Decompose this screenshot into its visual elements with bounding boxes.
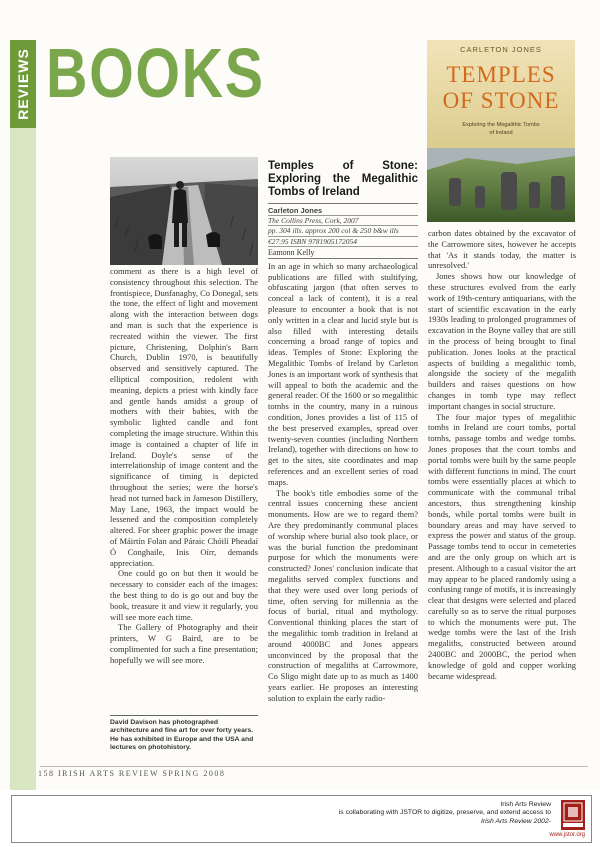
review-title: Temples of Stone: Exploring the Megalithic Tombs of Ireland	[268, 160, 418, 198]
book-pages: pp. 304 ills. approx 200 col & 250 b&w ills	[268, 226, 399, 236]
jstor-journal: Irish Arts Review	[500, 801, 551, 808]
paragraph: The Gallery of Photography and their printers, W G Baird, are to be complimented for such a fine presentation; hopefully we will see more.	[110, 622, 258, 665]
paragraph: The four major types of megalithic tombs in Ireland are court tombs, portal tombs, passage tombs and wedge tombs. Jones proposes that the court tombs and portal tombs were built by the same people with different functions in mind. The court tombs were essentially places at which to communicate with the communal tribal ancestors, thus strengthening kinship bonds, while portal tombs were built in boundary areas and may have served to express the power and status of the group. Passage tombs tend to occur in cemeteries and are the only group on which art is present. Although to a casual visitor the art may appear to be placed randomly using a confusing range of motifs, it is increasingly clear that designs were selected and placed carefully so as to serve the ritual purposes to which the monuments were put. The wedge tombs were the last of the Irish megaliths, constructed between around 2400BC and 2000BC, the period when knowledge of gold and copper working became widespread.	[428, 411, 577, 681]
jstor-range: Irish Arts Review 2002-	[480, 817, 551, 825]
book-publisher: The Collins Press, Cork, 2007	[268, 216, 359, 226]
book-details	[268, 203, 418, 247]
page-folio: 158 IRISH ARTS REVIEW SPRING 2008	[38, 769, 226, 778]
paragraph: Jones shows how our knowledge of these structures evolved from the early work of 19th-century antiquarians, with the start of scientific excavation in the early 1930s leading to prolonged programmes of excavation in the Boyne valley that are still in the process of being brought to final publication. Jones looks at the practical aspects of building a megalithic tomb, alongside the society of the megalith builders and raises questions on how changes in tomb type may reflect important changes in social structure.	[428, 271, 576, 411]
jstor-banner	[11, 795, 592, 843]
reviewer-bio: David Davison has photographed architecture and fine art for over forty years. He has exhibited in Europe and the USA and lectures on photohistory.	[110, 715, 258, 753]
review-column-2	[268, 160, 418, 703]
cover-subtitle-line1: Exploring the Megalithic Tombs	[462, 122, 540, 128]
book-price: €27.95 ISBN 9781905172054	[268, 236, 357, 246]
book-author: Carleton Jones	[268, 206, 418, 216]
jstor-link[interactable]: www.jstor.org	[549, 832, 585, 838]
reviewer-name: Eamonn Kelly	[268, 247, 418, 259]
jstor-notice	[339, 801, 551, 826]
paragraph: comment as there is a high level of consistency throughout this selection. The frontispiece, Dunfanaghy, Co Donegal, sets the tone, the effect of light and movement along with the interaction between dogs and man is such that the experience is recreated within the viewer. The first picture, Christening, Dolphin's Barn Church, Dublin 1970, is beautifully observed and sensitively captured. The elliptical composition, redolent with meaning, depicts a priest with kindly face and gentle hands amidst a group of mothers with their babies, with the symbolic lighted candle and font completing the image structure. Within this image is contained a chapter of life in Ireland. Doyle's sense of the interrelationship of image content and the significance of timing is depicted throughout the series; were the horse's head not turned back in Jameson Distillery, May Lane, 1963, the impact would be lessened and the composition completely altered. For sheer graphic power the image of Máirtín Folan and Páraic Chóilí Pheadaí Ó Conghaile, Inis Oírr, demands appreciation.	[110, 266, 258, 568]
paragraph: One could go on but then it would be necessary to consider each of the images: the best thing to do is go out and buy the book, treasure it and view it regularly, you will see more each time.	[110, 568, 258, 622]
section-label-text: REVIEWS	[15, 48, 31, 120]
footer-rule	[40, 766, 588, 767]
paragraph: The book's title embodies some of the central issues concerning these ancient monuments. How are we to regard them? Are they predominantly communal places of worship where burial also took place, or was the burial function the predominant purpose for which the monuments were constructed? Jones' conclusion indicate that megaliths served complex functions and that they were used over long periods of time, often serving for millennia as the focus of burial, ritual and mythology. Conventional thinking places the start of the megalithic tomb tradition in Ireland at around 4000BC and Jones appears unconvinced by the proposal that the construction of megaliths at Carrowmore, Co Sligo might date up to as much as 1400 years earlier. He proposes an interesting solution to explain the early radio-	[268, 487, 418, 703]
jstor-logo-icon	[561, 800, 585, 830]
cover-subtitle-line2: of Ireland	[489, 130, 513, 136]
paragraph: In an age in which so many archaeological publications are filled with stultifying, obfuscating jargon (that often serves to conceal a lack of content), it is a real pleasure to encounter a book that is not only written in a clear and lucid style but is also filled with interesting details concerning a broad range of topics and ideas. Temples of Stone: Exploring the Megalithic Tombs of Ireland by Carleton Jones is an important work of synthesis that will appeal to both the academic and the general reader. Of the 1600 or so megalithic tombs in the country, many in a ruinous condition, Jones provides a list of 115 of the best preserved examples, spread over twenty-seven counties (including Northern Ireland), together with directions on how to get to the sites, site coordinates and map references and an excellent series of road maps.	[268, 260, 418, 487]
road-photograph	[110, 157, 258, 265]
cover-title-line1: TEMPLES	[446, 62, 556, 87]
section-side-bar	[10, 40, 36, 790]
cover-title-line2: OF STONE	[442, 88, 560, 113]
paragraph: carbon dates obtained by the excavator of the Carrowmore sites, however he accepts that 'As it stands today, the matter is unresolved.'	[428, 228, 576, 271]
cover-author: CARLETON JONES	[460, 45, 542, 54]
review-column-1	[110, 266, 258, 665]
book-cover	[427, 40, 575, 222]
review-column-3	[428, 228, 576, 681]
section-label	[10, 40, 36, 128]
section-title: BOOKS	[46, 34, 265, 112]
jstor-statement: is collaborating with JSTOR to digitize, preserve, and extend access to	[338, 809, 551, 817]
